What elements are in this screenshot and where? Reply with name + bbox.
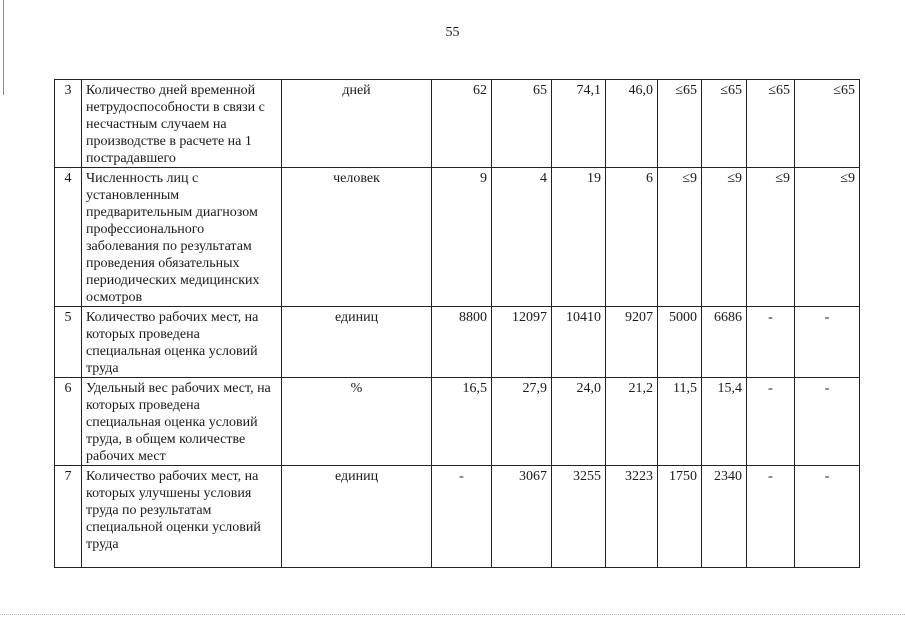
value-cell: - (747, 378, 795, 466)
value-cell: 4 (492, 168, 552, 307)
value-cell: 19 (552, 168, 606, 307)
row-number: 4 (55, 168, 82, 307)
value-cell: - (795, 466, 860, 568)
value-cell: 9 (432, 168, 492, 307)
value-cell: 21,2 (606, 378, 658, 466)
table-row (55, 466, 860, 568)
value-cell: ≤9 (795, 168, 860, 307)
value-cell: ≤65 (658, 80, 702, 168)
value-cell: 10410 (552, 307, 606, 378)
unit-cell: % (282, 378, 432, 466)
value-cell: ≤9 (702, 168, 747, 307)
value-cell: 46,0 (606, 80, 658, 168)
scan-noise-line (0, 614, 905, 616)
value-cell: ≤65 (795, 80, 860, 168)
indicator-name: Удельный вес рабочих мест, на которых проведена специальная оценка условий труда, в общем количестве рабочих мест (82, 378, 282, 466)
value-cell: ≤65 (747, 80, 795, 168)
value-cell: 62 (432, 80, 492, 168)
table-row (55, 378, 860, 466)
value-cell: - (747, 466, 795, 568)
value-cell: 65 (492, 80, 552, 168)
unit-cell: единиц (282, 466, 432, 568)
value-cell: ≤9 (658, 168, 702, 307)
row-number: 6 (55, 378, 82, 466)
value-cell: - (432, 466, 492, 568)
value-cell: 3067 (492, 466, 552, 568)
row-number: 7 (55, 466, 82, 568)
value-cell: 6 (606, 168, 658, 307)
value-cell: 1750 (658, 466, 702, 568)
indicator-name: Количество рабочих мест, на которых улучшены условия труда по результатам специальной оценки условий труда (82, 466, 282, 568)
value-cell: - (795, 307, 860, 378)
value-cell: 27,9 (492, 378, 552, 466)
value-cell: 9207 (606, 307, 658, 378)
unit-cell: дней (282, 80, 432, 168)
row-number: 3 (55, 80, 82, 168)
indicator-name: Количество рабочих мест, на которых проведена специальная оценка условий труда (82, 307, 282, 378)
indicator-name: Количество дней временной нетрудоспособности в связи с несчастным случаем на производстве в расчете на 1 пострадавшего (82, 80, 282, 168)
unit-cell: человек (282, 168, 432, 307)
page-number: 55 (445, 25, 460, 40)
value-cell: 24,0 (552, 378, 606, 466)
value-cell: 6686 (702, 307, 747, 378)
table-row (55, 307, 860, 378)
value-cell: 74,1 (552, 80, 606, 168)
value-cell: 8800 (432, 307, 492, 378)
value-cell: 3223 (606, 466, 658, 568)
value-cell: 5000 (658, 307, 702, 378)
value-cell: ≤9 (747, 168, 795, 307)
indicator-name: Численность лиц с установленным предварительным диагнозом профессионального заболевания по результатам проведения обязательных периодических медицинских осмотров (82, 168, 282, 307)
value-cell: 16,5 (432, 378, 492, 466)
value-cell: 2340 (702, 466, 747, 568)
table-row (55, 168, 860, 307)
value-cell: 11,5 (658, 378, 702, 466)
value-cell: 15,4 (702, 378, 747, 466)
table-row (55, 80, 860, 168)
value-cell: 3255 (552, 466, 606, 568)
indicators-table (54, 79, 860, 568)
scan-edge-mark (3, 0, 4, 95)
unit-cell: единиц (282, 307, 432, 378)
value-cell: 12097 (492, 307, 552, 378)
value-cell: - (795, 378, 860, 466)
row-number: 5 (55, 307, 82, 378)
value-cell: ≤65 (702, 80, 747, 168)
value-cell: - (747, 307, 795, 378)
